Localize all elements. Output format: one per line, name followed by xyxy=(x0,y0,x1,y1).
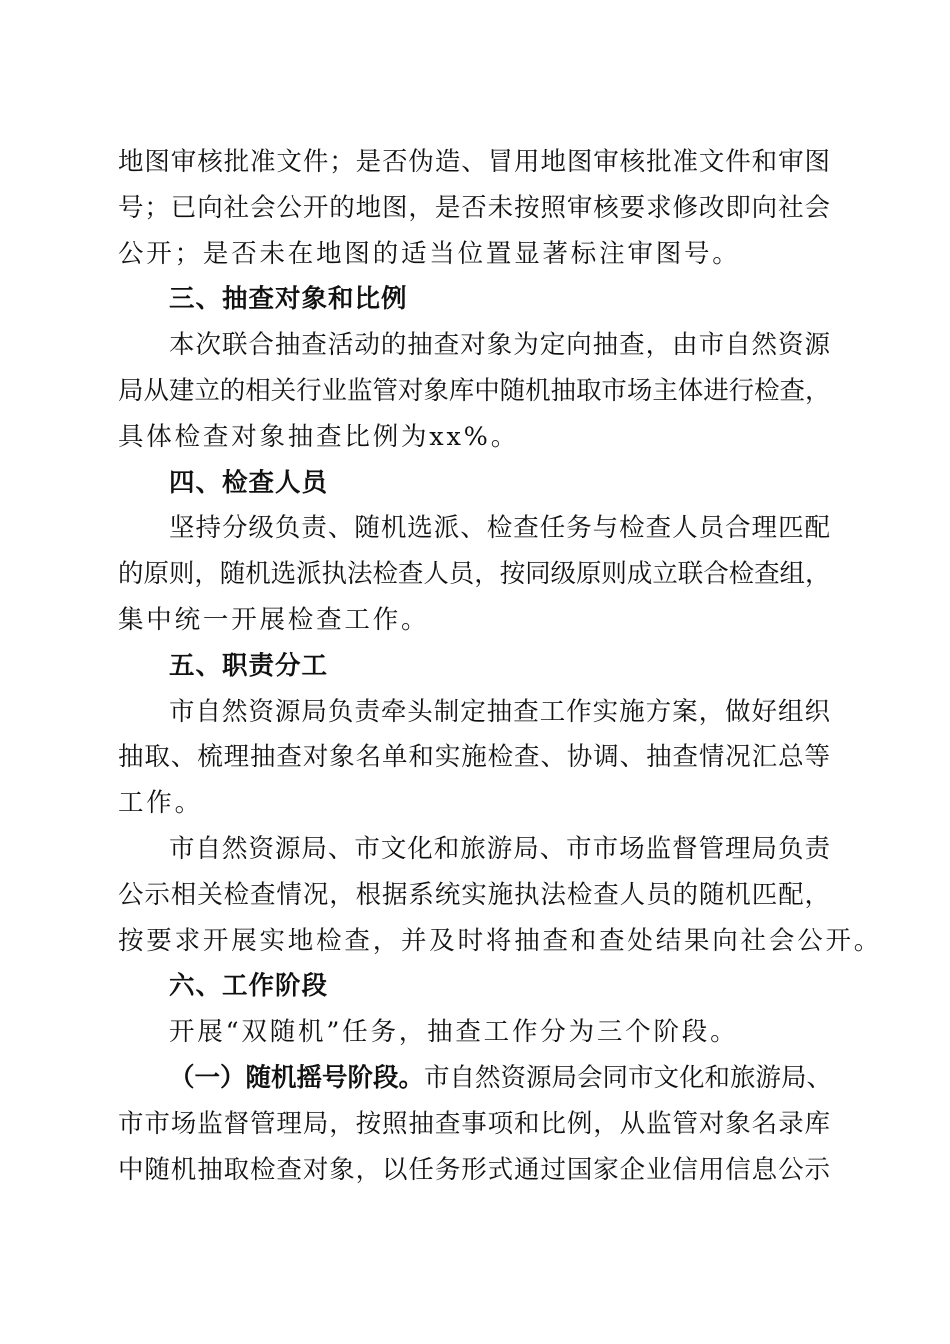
paragraph-text: 市自然资源局会同市文化和旅游局、 xyxy=(424,1062,833,1093)
paragraph-line: 地图审核批准文件；是否伪造、冒用地图审核批准文件和审图 xyxy=(118,147,830,177)
paragraph-line: 局从建立的相关行业监管对象库中随机抽取市场主体进行检查， xyxy=(118,375,830,406)
paragraph-line: 坚持分级负责、随机选派、检查任务与检查人员合理匹配 xyxy=(169,513,830,544)
paragraph-line: 工作。 xyxy=(118,788,203,819)
paragraph-line: 公开；是否未在地图的适当位置显著标注审图号。 xyxy=(118,238,741,269)
paragraph-line: 号；已向社会公开的地图，是否未按照审核要求修改即向社会 xyxy=(118,192,830,223)
paragraph-line: 的原则，随机选派执法检查人员，按同级原则成立联合检查组， xyxy=(118,559,830,590)
paragraph-line: 具体检查对象抽查比例为xx%。 xyxy=(118,421,519,452)
paragraph-line: 开展“双随机”任务，抽查工作分为三个阶段。 xyxy=(169,1017,739,1048)
section-heading-6: 六、工作阶段 xyxy=(169,971,329,1002)
paragraph-line: 市市场监督管理局，按照抽查事项和比例，从监管对象名录库 xyxy=(118,1108,830,1139)
paragraph-line: 市自然资源局负责牵头制定抽查工作实施方案，做好组织 xyxy=(169,696,830,727)
paragraph-line: 公示相关检查情况，根据系统实施执法检查人员的随机匹配， xyxy=(118,879,830,910)
section-heading-4: 四、检查人员 xyxy=(169,467,329,498)
paragraph-line: 集中统一开展检查工作。 xyxy=(118,604,430,635)
paragraph-line xyxy=(118,1056,833,1102)
subsection-label: （一）随机摇号阶段。 xyxy=(169,1062,425,1093)
section-heading-3: 三、抽查对象和比例 xyxy=(169,284,408,315)
paragraph-line: 市自然资源局、市文化和旅游局、市市场监督管理局负责 xyxy=(169,833,830,864)
paragraph-line: 本次联合抽查活动的抽查对象为定向抽查，由市自然资源 xyxy=(169,330,830,361)
paragraph-line: 抽取、梳理抽查对象名单和实施检查、协调、抽查情况汇总等 xyxy=(118,742,830,773)
paragraph-line: 按要求开展实地检查，并及时将抽查和查处结果向社会公开。 xyxy=(118,925,883,956)
document-body xyxy=(118,140,883,1193)
section-heading-5: 五、职责分工 xyxy=(169,650,329,681)
paragraph-line: 中随机抽取检查对象，以任务形式通过国家企业信用信息公示 xyxy=(118,1154,830,1185)
